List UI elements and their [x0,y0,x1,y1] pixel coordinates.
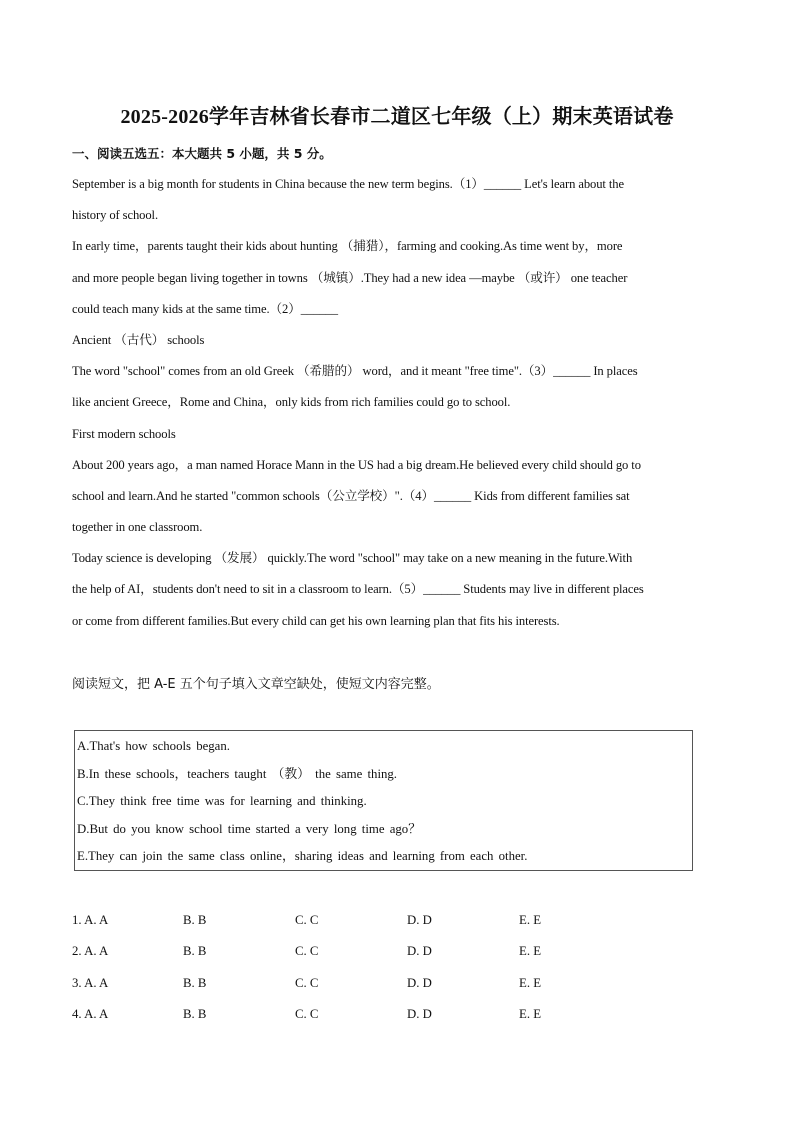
passage-line: could teach many kids at the same time.（2）______ [72,301,338,316]
passage-line: history of school. [72,208,158,223]
option-a: A.That's how schools began. [77,739,230,753]
choice-d[interactable]: D. D [407,913,432,927]
choice-e[interactable]: E. E [519,913,542,927]
option-d: D.But do you know school time started a very long time ago？ [77,821,422,836]
choice-d[interactable]: D. D [407,975,432,990]
option-e: E.They can join the same class online，sharing ideas and learning from each other. [77,849,528,864]
section-heading: 一、阅读五选五：本大题共 5 小题，共 5 分。 [72,146,332,161]
choice-c[interactable]: C. C [295,944,319,959]
passage-line: or come from different families.But every child can get his own learning plan that fits his interests. [72,613,560,628]
choice-e[interactable]: E. E [519,975,542,990]
option-b: B.In these schools，teachers taught （教） the same thing. [77,766,397,781]
choice-c[interactable]: C. C [295,913,319,927]
options-box [74,730,693,871]
choice-d[interactable]: D. D [407,944,432,959]
passage-line: like ancient Greece，Rome and China，only kids from rich families could go to school. [72,395,511,410]
question-row [72,905,672,936]
passage-subheading: Ancient （古代） schools [72,332,205,347]
passage-line: Today science is developing （发展） quickly.The word "school" may take on a new meaning in the future.With [72,551,633,566]
choice-a[interactable]: 1. A. A [72,913,109,927]
choice-b[interactable]: B. B [183,1006,207,1021]
choice-e[interactable]: E. E [519,944,542,959]
passage-line: the help of AI，students don't need to sit in a classroom to learn.（5）______ Students may live in different places [72,582,644,597]
instruction-text: 阅读短文，把 A-E 五个句子填入文章空缺处，使短文内容完整。 [72,677,440,692]
passage-line: In early time，parents taught their kids about hunting （捕猎），farming and cooking.As time went by，more [72,239,623,254]
passage-subheading: First modern schools [72,426,176,441]
passage-line: together in one classroom. [72,520,203,535]
choice-a[interactable]: 3. A. A [72,975,109,990]
passage-line: September is a big month for students in China because the new term begins.（1）______ Let's learn about the [72,177,624,191]
question-row [72,999,672,1030]
choice-a[interactable]: 4. A. A [72,1006,109,1021]
reading-passage [72,169,724,637]
exam-title: 2025-2026学年吉林省长春市二道区七年级（上）期末英语试卷 [120,106,674,128]
option-c: C.They think free time was for learning and thinking. [77,794,367,809]
passage-line: school and learn.And he started "common schools（公立学校）".（4）______ Kids from different families sat [72,488,630,503]
question-row [72,968,672,999]
answer-choices [72,905,672,1030]
question-row [72,936,672,967]
choice-c[interactable]: C. C [295,1006,319,1021]
choice-d[interactable]: D. D [407,1006,432,1021]
choice-c[interactable]: C. C [295,975,319,990]
choice-a[interactable]: 2. A. A [72,944,109,959]
passage-line: The word "school" comes from an old Greek （希腊的） word，and it meant "free time".（3）______ In places [72,364,638,379]
passage-line: About 200 years ago，a man named Horace Mann in the US had a big dream.He believed every child should go to [72,457,641,472]
choice-e[interactable]: E. E [519,1006,542,1021]
choice-b[interactable]: B. B [183,944,207,959]
choice-b[interactable]: B. B [183,913,207,927]
passage-line: and more people began living together in towns （城镇）.They had a new idea —maybe （或许） one teacher [72,270,628,285]
choice-b[interactable]: B. B [183,975,207,990]
